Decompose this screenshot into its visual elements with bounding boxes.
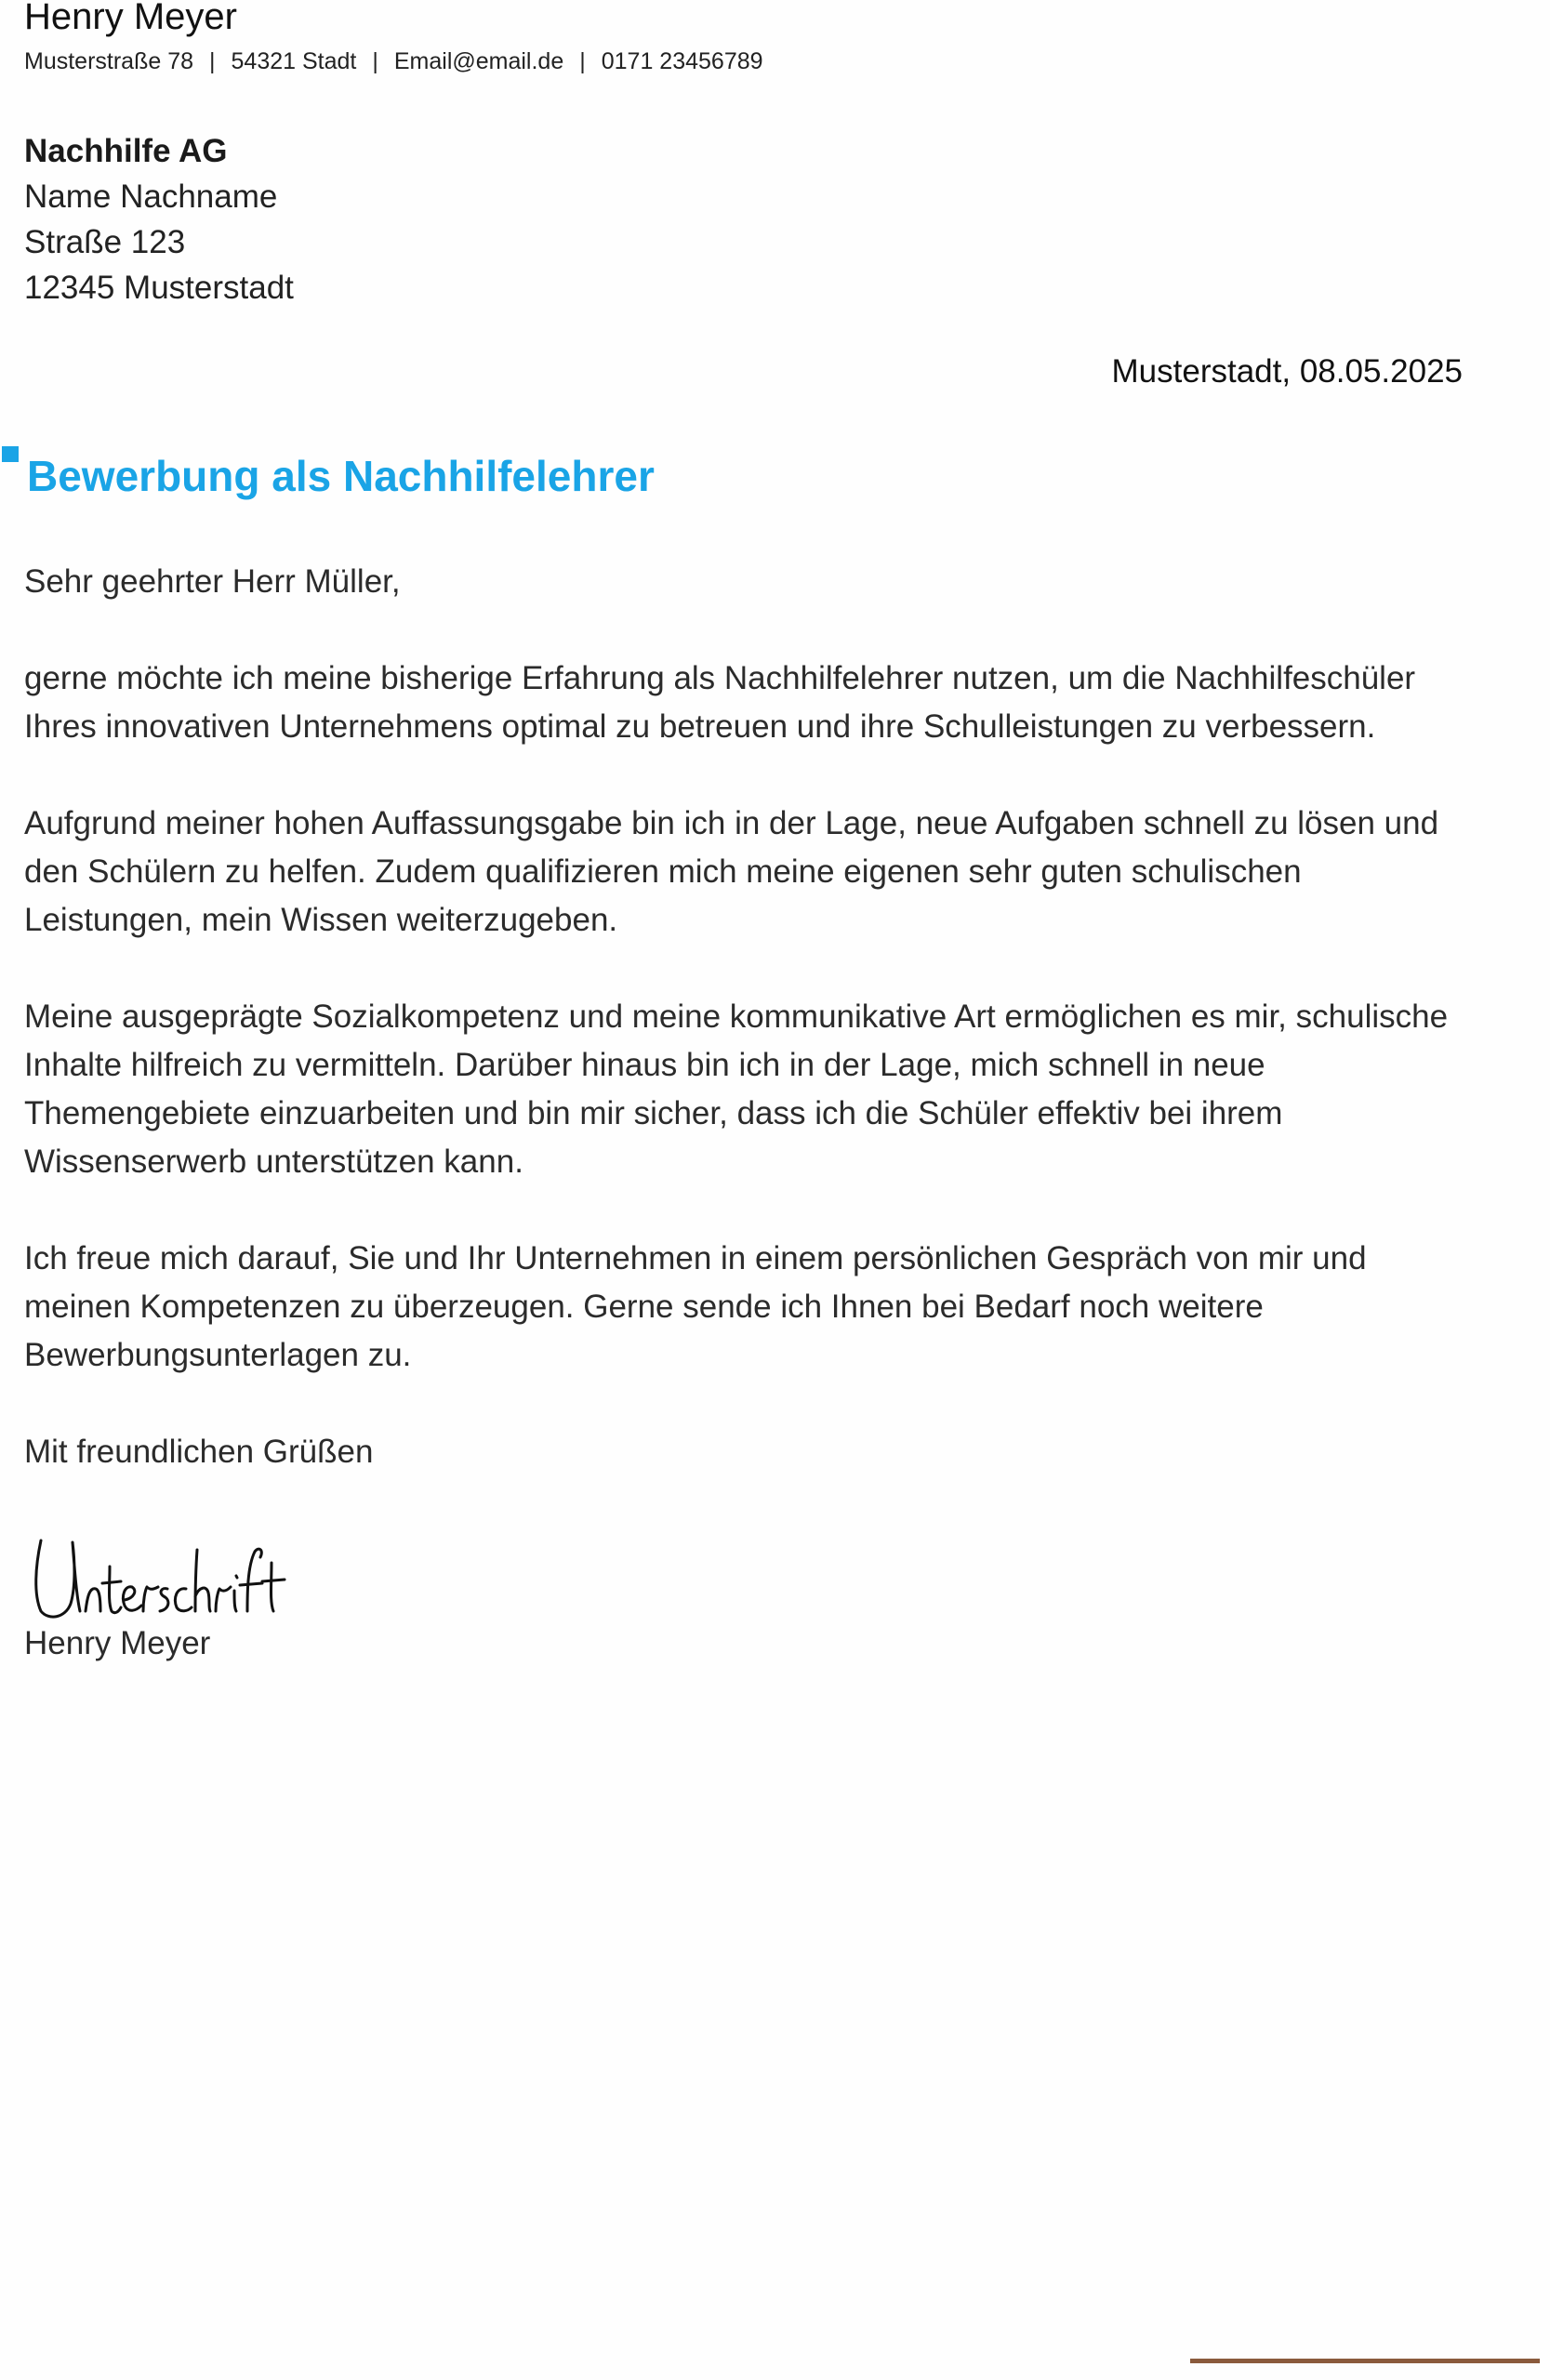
- sender-phone: 0171 23456789: [601, 48, 763, 74]
- closing: Mit freundlichen Grüßen: [24, 1434, 374, 1470]
- sender-contact-line: [24, 46, 763, 76]
- letter-date: Musterstadt, 08.05.2025: [1111, 353, 1463, 390]
- recipient-address: [24, 128, 294, 311]
- separator: |: [372, 48, 378, 74]
- subject-marker: [2, 446, 19, 462]
- body-paragraph: Meine ausgeprägte Sozialkompetenz und meine kommunikative Art ermöglichen es mir, schulische Inhalte hilfreich zu vermitteln. Darüber hinaus bin ich in der Lage, mich schnell in neue Themengebiete einzuarbeiten und bin mir sicher, dass ich die Schüler effektiv bei ihrem Wissenserwerb unterstützen kann.: [24, 998, 1449, 1180]
- separator: |: [209, 48, 216, 74]
- recipient-city: 12345 Musterstadt: [24, 270, 294, 306]
- body-paragraph: gerne möchte ich meine bisherige Erfahrung als Nachhilfelehrer nutzen, um die Nachhilfeschüler Ihres innovativen Unternehmens optimal zu betreuen und ihre Schulleistungen zu verbessern.: [24, 660, 1416, 745]
- recipient-company: Nachhilfe AG: [24, 133, 228, 169]
- signature-image: [28, 1529, 298, 1622]
- sender-city: 54321 Stadt: [231, 48, 357, 74]
- signer-name: Henry Meyer: [24, 1625, 211, 1661]
- body-paragraph: Aufgrund meiner hohen Auffassungsgabe bin ich in der Lage, neue Aufgaben schnell zu lösen und den Schülern zu helfen. Zudem qualifizieren mich meine eigenen sehr guten schulischen Leistungen, mein Wissen weiterzugeben.: [24, 805, 1439, 938]
- recipient-street: Straße 123: [24, 224, 186, 260]
- footer-rule: [1190, 2359, 1540, 2363]
- subject-heading: Bewerbung als Nachhilfelehrer: [27, 452, 655, 500]
- letter-body: [24, 558, 1456, 1476]
- sender-name: Henry Meyer: [24, 0, 237, 37]
- sender-street: Musterstraße 78: [24, 48, 194, 74]
- separator: |: [579, 48, 586, 74]
- sender-email: Email@email.de: [393, 48, 564, 74]
- salutation: Sehr geehrter Herr Müller,: [24, 563, 401, 600]
- body-paragraph: Ich freue mich darauf, Sie und Ihr Unternehmen in einem persönlichen Gespräch von mir und meinen Kompetenzen zu überzeugen. Gerne sende ich Ihnen bei Bedarf noch weitere Bewerbungsunterlagen zu.: [24, 1240, 1367, 1373]
- recipient-contact: Name Nachname: [24, 178, 278, 215]
